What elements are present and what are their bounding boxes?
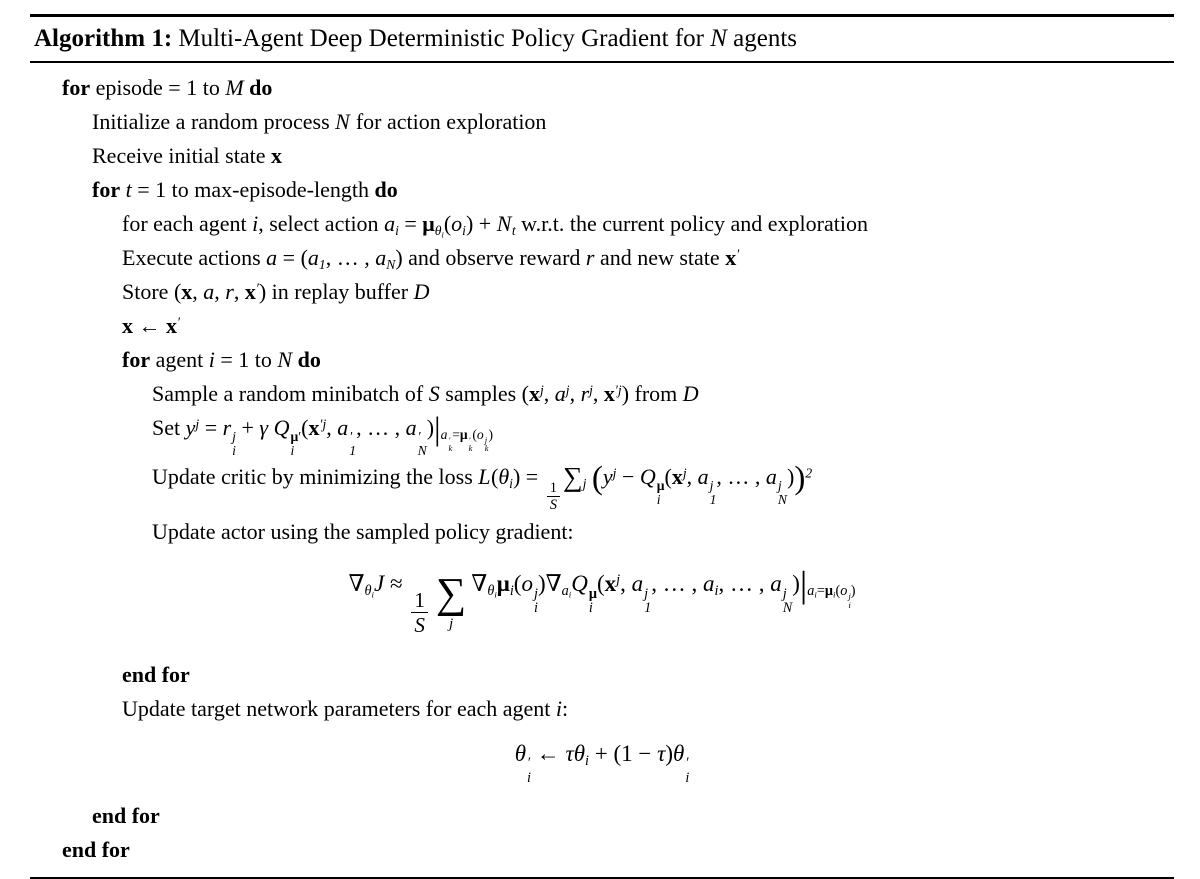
math-fraction: $\frac{1}{S}$	[411, 588, 428, 638]
math-token: for action exploration	[350, 109, 547, 134]
math-token: Set	[152, 415, 186, 440]
math-token: x	[271, 143, 282, 168]
math-token: do	[249, 75, 273, 100]
math-token: Update actor using the sampled policy gradient:	[152, 519, 574, 545]
math-token: θ ′ i	[514, 740, 531, 786]
math-token: (	[472, 426, 477, 442]
math-token: Sample a random minibatch of	[152, 381, 429, 406]
math-token: )$^2$	[794, 460, 813, 497]
algo-line-2	[30, 139, 1174, 173]
math-token: Multi-Agent Deep Deterministic Policy Gradient for	[172, 25, 711, 52]
algo-line-9	[30, 377, 1174, 411]
math-token: (	[513, 571, 522, 597]
math-token: $a_i$	[702, 571, 719, 600]
math-token: do	[297, 347, 321, 372]
math-token: samples (	[439, 381, 529, 406]
math-token: and new state	[594, 245, 726, 270]
math-token: S	[428, 381, 440, 406]
math-token: i	[555, 695, 563, 721]
math-token: for	[122, 347, 151, 372]
algo-line-3	[30, 173, 1174, 207]
math-token: )	[792, 571, 800, 597]
algo-line-11	[30, 460, 1174, 515]
math-token: ,	[543, 381, 555, 406]
math-token: τ	[565, 740, 574, 766]
math-token: episode = 1 to	[90, 75, 226, 100]
math-token: θi	[364, 583, 374, 600]
math-token: $\nabla_{\theta_i}$	[348, 571, 374, 600]
math-token: Q μ i	[639, 463, 665, 508]
math-token: $x^j$	[528, 381, 544, 406]
math-token: Update target network parameters for each agent	[122, 695, 556, 721]
math-token: agent	[150, 347, 209, 372]
math-token: $\mu_{\theta_i}$	[422, 211, 444, 240]
math-token: θi	[434, 222, 444, 240]
math-token: )	[850, 583, 856, 600]
math-token: ,	[620, 571, 632, 597]
math-token: ai	[561, 583, 572, 600]
math-token: a j 1	[697, 463, 717, 508]
math-token: )	[537, 571, 546, 597]
math-token: :	[562, 695, 569, 721]
math-token: Store (	[122, 279, 182, 304]
math-token: t	[125, 177, 132, 202]
algo-line-6	[30, 275, 1174, 309]
math-token: r	[225, 279, 234, 304]
math-token: (	[301, 415, 309, 440]
math-token: $a_i$	[807, 583, 817, 600]
math-token: =	[816, 583, 825, 600]
math-token: μ	[588, 585, 597, 602]
math-token: x′	[166, 313, 180, 338]
math-token: o j i	[521, 571, 538, 617]
math-token: L	[478, 463, 492, 489]
math-token: Initialize a random process	[92, 109, 336, 134]
math-token: $x^{'j}$	[603, 381, 622, 406]
math-token: $x^{'j}$	[308, 415, 327, 440]
math-token: x′	[244, 279, 259, 304]
algo-line-17	[30, 799, 1174, 833]
algo-line-12	[30, 515, 1174, 549]
math-token: ,	[592, 381, 604, 406]
math-token: , … ,	[718, 571, 771, 597]
math-token: ←	[133, 313, 166, 338]
math-token: end for	[62, 836, 130, 862]
math-token: $y^j$	[185, 415, 200, 440]
algo-line-18	[30, 833, 1174, 867]
math-token: )	[787, 463, 795, 489]
math-summation: ∑ j	[435, 570, 467, 632]
math-token: $r^j$	[580, 381, 593, 406]
algo-line-5	[30, 241, 1174, 275]
algorithm-body	[30, 63, 1174, 877]
math-token: τ	[657, 740, 666, 766]
math-token: +	[235, 415, 260, 440]
math-token: (	[591, 460, 603, 497]
math-token: ,	[686, 463, 698, 489]
math-token: D	[682, 381, 700, 406]
math-token: −	[616, 463, 640, 489]
math-token: =	[452, 426, 460, 442]
math-token: μ ′ k	[459, 426, 473, 454]
math-token: $a_N$	[375, 245, 396, 272]
math-token: )	[488, 426, 494, 442]
math-token: θ ′ i	[673, 740, 690, 786]
math-token: x′	[725, 245, 740, 270]
math-token: ) and observe reward	[395, 245, 586, 270]
math-token: M	[225, 75, 244, 100]
math-token: w.r.t. the current policy and exploration	[515, 211, 868, 236]
math-token: + (1 −	[589, 740, 658, 766]
math-token: a j 1	[631, 571, 652, 617]
math-token: o j i	[840, 583, 851, 611]
algo-display-equation-16	[30, 726, 1174, 799]
math-token: $N_t$	[496, 211, 516, 238]
math-token: x	[181, 279, 193, 304]
math-token: =	[199, 415, 223, 440]
math-token: ,	[214, 279, 226, 304]
math-token: J	[374, 571, 385, 597]
algo-line-7	[30, 309, 1174, 343]
math-token: Q μ′ i	[273, 415, 302, 459]
math-token: $\mu_i$	[824, 583, 836, 600]
algo-line-8	[30, 343, 1174, 377]
math-token: μ	[656, 477, 665, 493]
math-token: r j i	[222, 415, 236, 459]
math-token: (	[835, 583, 841, 600]
math-token: a ′ 1	[337, 415, 357, 459]
math-token: a ′ k	[440, 426, 453, 454]
math-token: ) in replay buffer	[258, 279, 414, 304]
math-token: ,	[192, 279, 204, 304]
math-token: =	[398, 211, 423, 236]
math-token: $\sum_j$	[562, 460, 587, 492]
math-token: i	[208, 347, 215, 372]
math-token: ,	[326, 415, 338, 440]
math-token: = (	[277, 245, 308, 270]
math-token: (	[443, 211, 452, 236]
math-token: θi	[487, 583, 497, 600]
algorithm-title	[30, 17, 1174, 61]
math-token: end for	[92, 802, 160, 828]
math-token: ′	[298, 429, 302, 445]
math-token: Algorithm 1:	[34, 25, 173, 52]
algo-line-4	[30, 207, 1174, 241]
math-token: , select action	[258, 211, 385, 236]
math-token: $a_i$	[384, 211, 399, 238]
math-token: D	[413, 279, 430, 304]
math-token: a ′ N	[405, 415, 427, 459]
math-token: a j N	[770, 571, 793, 617]
math-token: N	[335, 109, 351, 134]
math-token: N	[277, 347, 293, 372]
math-token: Q μ i	[571, 571, 597, 617]
math-token: $\theta_i$	[573, 740, 589, 769]
math-token: ,	[233, 279, 245, 304]
math-token: ≈	[384, 571, 409, 597]
math-token: N	[710, 25, 727, 52]
math-token: j	[582, 475, 587, 491]
math-token: agents	[726, 25, 798, 52]
math-token: a	[203, 279, 215, 304]
math-token: $o_i$	[451, 211, 466, 238]
math-token: )	[426, 415, 435, 440]
algo-line-1	[30, 105, 1174, 139]
math-token: $a^j$	[554, 381, 570, 406]
math-token: $\theta_i$	[498, 463, 513, 491]
math-token: ) =	[512, 463, 544, 489]
math-token: $y^j$	[602, 463, 617, 489]
math-token: for each agent	[122, 211, 253, 236]
math-token: Receive initial state	[92, 143, 271, 168]
math-token: end for	[122, 661, 190, 687]
math-token: γ	[259, 415, 269, 440]
math-token: = 1 to max-episode-length	[131, 177, 375, 202]
math-token: do	[374, 177, 398, 202]
math-token: ,	[569, 381, 581, 406]
math-token: , … ,	[651, 571, 703, 597]
algo-line-15	[30, 692, 1174, 726]
math-token: $\nabla_{a_i}$	[545, 571, 572, 600]
math-token: ←	[530, 740, 566, 766]
math-token: for	[62, 75, 91, 100]
math-token: $|_{a ' k =\mu ' k (o j k )}$	[434, 411, 494, 454]
math-token: $a_1$	[307, 245, 326, 272]
math-token: Execute actions	[122, 245, 267, 270]
algo-line-10	[30, 411, 1174, 460]
math-token: $x^j$	[671, 463, 687, 489]
math-token: (	[491, 463, 499, 489]
math-token: $|_{a_i=\mu_i(o j i )}$	[799, 563, 856, 611]
math-token: ) +	[465, 211, 497, 236]
algo-line-0	[30, 71, 1174, 105]
math-token: (	[596, 571, 605, 597]
math-token: Update critic by minimizing the loss	[152, 463, 479, 489]
math-token: (	[664, 463, 672, 489]
math-token: a j N	[765, 463, 788, 508]
math-token: r	[585, 245, 595, 270]
math-token: $\nabla_{\theta_i}$	[471, 571, 497, 600]
math-token: = 1 to	[214, 347, 278, 372]
math-token: )	[665, 740, 674, 766]
math-token: , … ,	[325, 245, 376, 270]
math-fraction: $\frac{1}{S}$	[547, 480, 560, 514]
math-token: a	[266, 245, 278, 270]
math-token: i	[252, 211, 259, 236]
algo-display-equation-13	[30, 549, 1174, 658]
math-token: , … ,	[356, 415, 406, 440]
math-token: for	[92, 177, 121, 202]
math-token: x	[122, 313, 133, 338]
math-token: μ	[290, 429, 299, 445]
math-token: $\mu_i$	[496, 571, 514, 600]
math-token: o j k	[476, 426, 489, 454]
math-token: $x^j$	[604, 571, 621, 597]
math-token: ) from	[621, 381, 683, 406]
math-token: , … ,	[716, 463, 766, 489]
algo-line-14	[30, 658, 1174, 692]
